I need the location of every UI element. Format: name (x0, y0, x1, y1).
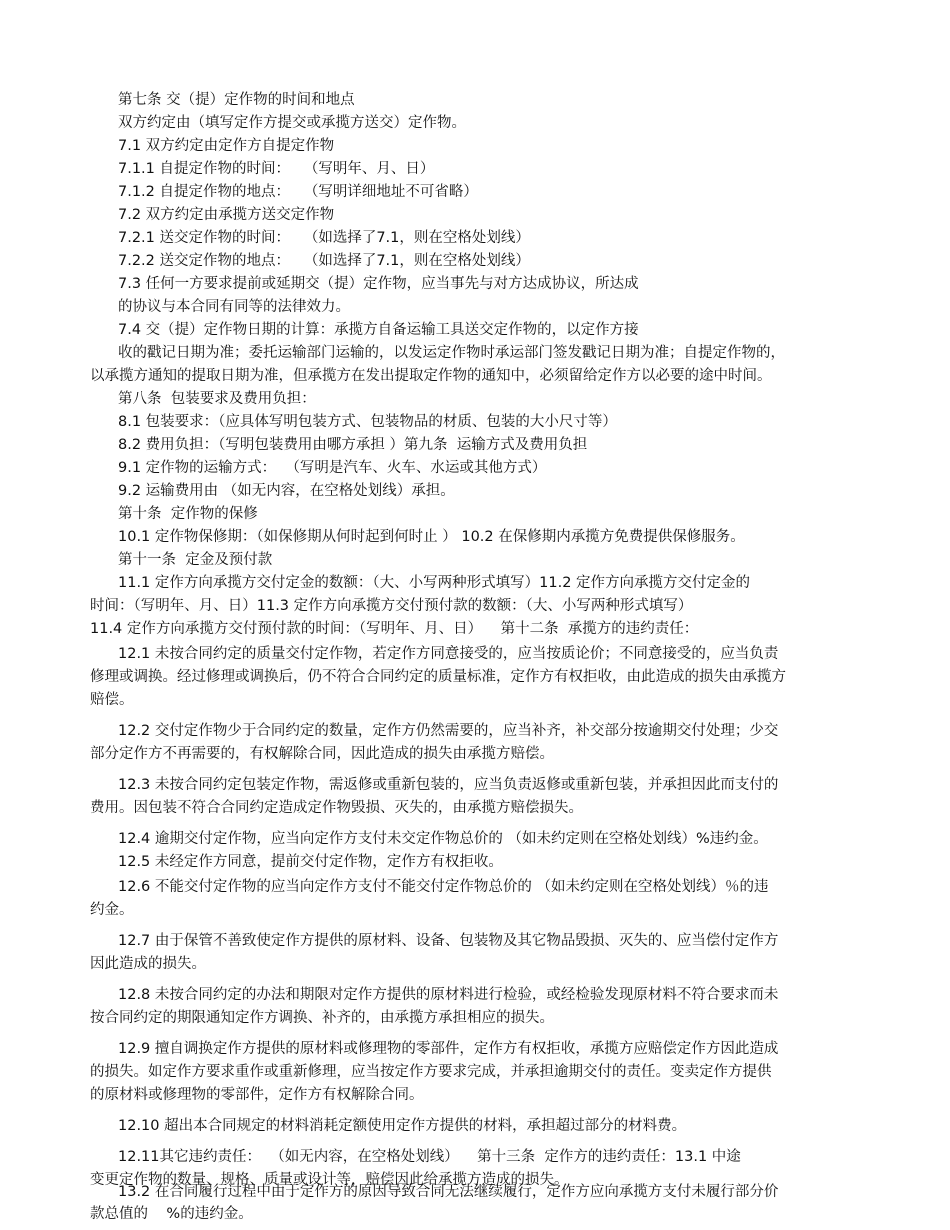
text-line: 修理或调换。经过修理或调换后，仍不符合合同约定的质量标准，定作方有权拒收，由此造成的损失由承揽方 (90, 669, 786, 685)
text-line: 因此造成的损失。 (90, 956, 206, 972)
text-line: 7.2.1 送交定作物的时间： （如选择了7.1，则在空格处划线） (118, 230, 530, 246)
text-line: 12.4 逾期交付定作物，应当向定作方支付未交定作物总价的 （如未约定则在空格处划线）%违约金。 (118, 831, 768, 847)
text-line: 双方约定由（填写定作方提交或承揽方送交）定作物。 (118, 115, 466, 131)
text-line: 13.2 在合同履行过程中由于定作方的原因导致合同无法继续履行，定作方应向承揽方支付未履行部分价 (118, 1184, 779, 1200)
section-heading: 第八条 包装要求及费用负担： (118, 391, 316, 407)
text-line: 12.6 不能交付定作物的应当向定作方支付不能交付定作物总价的 （如未约定则在空格处划线）％的违 (118, 879, 769, 895)
text-line: 7.1.2 自提定作物的地点： （写明详细地址不可省略） (118, 184, 478, 200)
text-line: 的损失。如定作方要求重作或重新修理，应当按定作方要求完成，并承担逾期交付的责任。变卖定作方提供 (90, 1064, 772, 1080)
text-line: 11.1 定作方向承揽方交付定金的数额：（大、小写两种形式填写）11.2 定作方向承揽方交付定金的 (118, 575, 751, 591)
text-line: 款总值的 %的违约金。 (90, 1206, 253, 1222)
text-line: 12.9 擅自调换定作方提供的原材料或修理物的零部件，定作方有权拒收，承揽方应赔偿定作方因此造成 (118, 1041, 779, 1057)
text-line: 12.10 超出本合同规定的材料消耗定额使用定作方提供的材料，承担超过部分的材料费。 (118, 1118, 687, 1134)
text-line: 11.4 定作方向承揽方交付预付款的时间：（写明年、月、日） 第十二条 承揽方的违约责任： (90, 621, 699, 637)
text-line: 12.3 未按合同约定包装定作物，需返修或重新包装的，应当负责返修或重新包装，并承担因此而支付的 (118, 777, 779, 793)
text-line: 变更定作物的数量、规格、质量或设计等，赔偿因此给承揽方造成的损失。 (90, 1172, 569, 1188)
text-line: 12.5 未经定作方同意，提前交付定作物，定作方有权拒收。 (118, 854, 503, 870)
text-line: 9.1 定作物的运输方式： （写明是汽车、火车、水运或其他方式） (118, 460, 547, 476)
text-line: 的协议与本合同有同等的法律效力。 (118, 299, 350, 315)
text-line: 12.11其它违约责任： （如无内容，在空格处划线） 第十三条 定作方的违约责任：13.1 中途 (118, 1149, 741, 1165)
text-line: 12.7 由于保管不善致使定作方提供的原材料、设备、包装物及其它物品毁损、灭失的、应当偿付定作方 (118, 933, 779, 949)
text-line: 12.8 未按合同约定的办法和期限对定作方提供的原材料进行检验，或经检验发现原材料不符合要求而未 (118, 987, 779, 1003)
text-line: 赔偿。 (90, 692, 134, 708)
text-line: 8.2 费用负担：（写明包装费用由哪方承担 ）第九条 运输方式及费用负担 (118, 437, 588, 453)
section-heading: 第十一条 定金及预付款 (118, 552, 273, 568)
text-line: 9.2 运输费用由 （如无内容，在空格处划线）承担。 (118, 483, 455, 499)
text-line: 7.1 双方约定由定作方自提定作物 (118, 138, 335, 154)
text-line: 7.4 交（提）定作物日期的计算：承揽方自备运输工具送交定作物的，以定作方接 (118, 322, 639, 338)
text-line: 按合同约定的期限通知定作方调换、补齐的，由承揽方承担相应的损失。 (90, 1010, 554, 1026)
text-line: 7.2 双方约定由承揽方送交定作物 (118, 207, 335, 223)
section-heading: 第十条 定作物的保修 (118, 506, 258, 522)
text-line: 约金。 (90, 902, 134, 918)
text-line: 第七条 交（提）定作物的时间和地点 (118, 92, 355, 108)
text-line: 7.3 任何一方要求提前或延期交（提）定作物，应当事先与对方达成协议，所达成 (118, 276, 639, 292)
text-line: 12.2 交付定作物少于合同约定的数量，定作方仍然需要的，应当补齐，补交部分按逾期交付处理；少交 (118, 723, 779, 739)
text-line: 收的戳记日期为准；委托运输部门运输的，以发运定作物时承运部门签发戳记日期为准；自提定作物的， (118, 345, 785, 361)
text-line: 以承揽方通知的提取日期为准，但承揽方在发出提取定作物的通知中，必须留给定作方以必要的途中时间。 (90, 368, 772, 384)
text-line: 7.2.2 送交定作物的地点： （如选择了7.1，则在空格处划线） (118, 253, 530, 269)
text-line: 12.1 未按合同约定的质量交付定作物，若定作方同意接受的，应当按质论价；不同意接受的，应当负责 (118, 646, 779, 662)
text-line: 10.1 定作物保修期：（如保修期从何时起到何时止 ） 10.2 在保修期内承揽方免费提供保修服务。 (118, 529, 745, 545)
text-line: 的原材料或修理物的零部件，定作方有权解除合同。 (90, 1087, 424, 1103)
text-line: 费用。因包装不符合合同约定造成定作物毁损、灭失的，由承揽方赔偿损失。 (90, 800, 583, 816)
text-line: 7.1.1 自提定作物的时间： （写明年、月、日） (118, 161, 435, 177)
text-line: 8.1 包装要求：（应具体写明包装方式、包装物品的材质、包装的大小尺寸等） (118, 414, 617, 430)
text-line: 部分定作方不再需要的，有权解除合同，因此造成的损失由承揽方赔偿。 (90, 746, 554, 762)
text-line: 时间：（写明年、月、日）11.3 定作方向承揽方交付预付款的数额：（大、小写两种形式填写） (90, 598, 693, 614)
